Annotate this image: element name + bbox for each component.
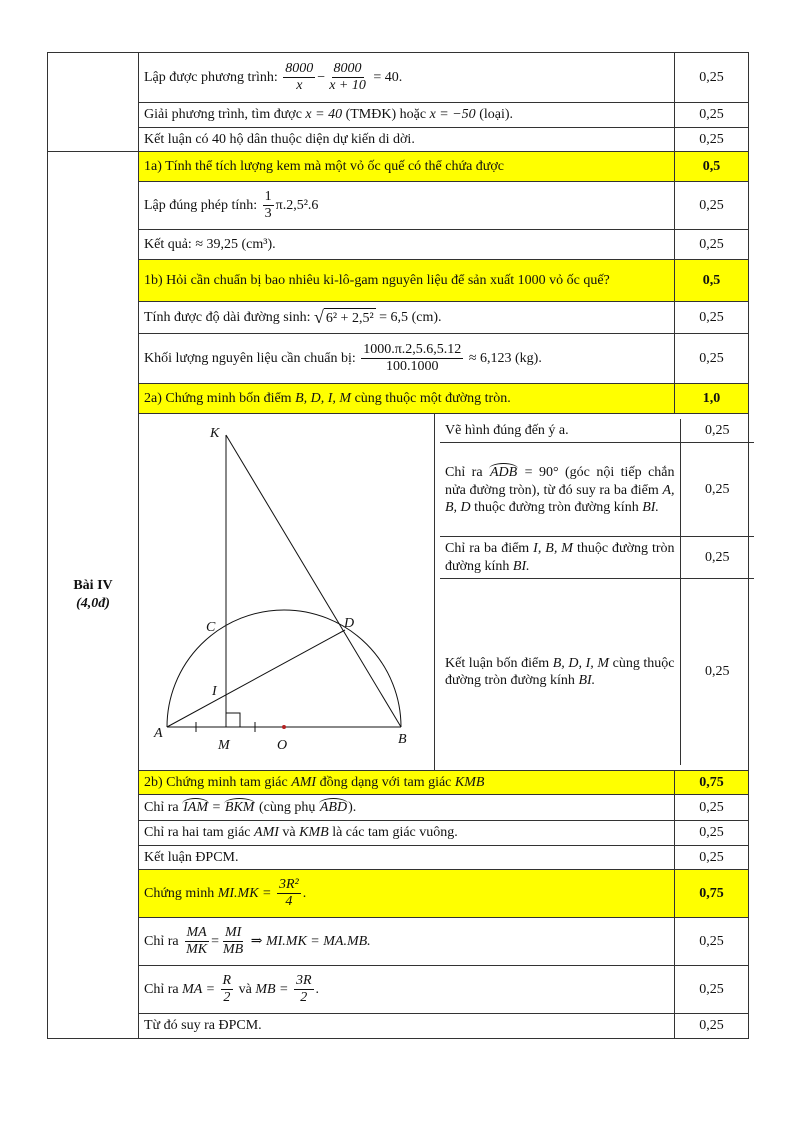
score-cell: 0,25: [675, 334, 749, 384]
criterion-row: Chỉ ra ba điểm I, B, M thuộc đường tròn đường kính BI. 0,25: [440, 537, 754, 579]
row-equation: Lập được phương trình: $\frac{8000}{x}$ − $\frac{8000}{x + 10}$ = 40. 0,25: [48, 53, 749, 103]
fraction: $\frac{8000}{x}$: [285, 60, 314, 93]
score-cell: 0,25: [680, 443, 754, 537]
fraction: $\frac{1}{3}$: [264, 188, 272, 221]
label-O: O: [277, 738, 288, 753]
score-cell: 0,25: [675, 918, 749, 966]
score-cell: 0,25: [675, 845, 749, 870]
center-O-dot: [282, 725, 286, 729]
fraction: $\frac{3R}{2}$: [295, 972, 312, 1005]
criterion-row: Vẽ hình đúng đến ý a. 0,25: [440, 419, 754, 443]
segment-AD: [167, 630, 345, 727]
fraction: $\frac{MI}{MB}$: [223, 924, 244, 957]
score-cell: 0,25: [675, 966, 749, 1014]
square-root: √ 6² + 2,5²: [313, 306, 374, 327]
section-points: (4,0đ): [76, 595, 110, 611]
score-cell: 1,0: [675, 384, 749, 414]
row-ratio: Chỉ ra $\frac{MA}{MK}$ = $\frac{MI}{MB}$ ⇒ MI.MK = MA.MB. 0,25: [48, 918, 749, 966]
score-cell: 0,25: [675, 53, 749, 103]
score-cell: 0,25: [675, 182, 749, 230]
score-cell: 0,5: [675, 260, 749, 302]
heading-2b: 2b) Chứng minh tam giác AMI đồng dạng với tam giác KMB 0,75: [48, 770, 749, 795]
section-label-cell: [48, 152, 139, 1039]
score-cell: 0,25: [675, 103, 749, 128]
label-C: C: [206, 620, 216, 635]
angle-ABD: ABD: [319, 800, 348, 816]
label-K: K: [210, 426, 220, 441]
row-conclusion: Kết luận có 40 hộ dân thuộc diện dự kiến di dời. 0,25: [48, 127, 749, 152]
angle-BKM: BKM: [224, 800, 255, 816]
row-final: Từ đó suy ra ĐPCM. 0,25: [48, 1014, 749, 1039]
score-cell: 0,25: [680, 579, 754, 765]
heading-1a: Bài IV (4,0đ) 1a) Tính thể tích lượng kem mà một vỏ ốc quế có thể chứa được 0,5: [48, 152, 749, 182]
label-A: A: [154, 726, 163, 741]
row-angle-equality: Chỉ ra IAM = BKM (cùng phụ ABD). 0,25: [48, 795, 749, 821]
row-volume-result: Kết quả: ≈ 39,25 (cm³). 0,25: [48, 230, 749, 260]
label-B: B: [398, 732, 407, 747]
fraction: $\frac{\text{3R²}}{4}$: [279, 876, 299, 909]
score-cell: 0,25: [675, 127, 749, 152]
figure-cell: [139, 414, 435, 771]
angle-IAM: IAM: [183, 800, 208, 816]
score-cell: 0,25: [680, 419, 754, 443]
label-M: M: [218, 738, 230, 753]
score-cell: 0,75: [675, 770, 749, 795]
row-conclusion-2b: Kết luận ĐPCM. 0,25: [48, 845, 749, 870]
segment-KB: [226, 435, 401, 727]
angle-ADB: ADB: [489, 465, 518, 480]
row-volume-calc: Lập đúng phép tính: $\frac{1}{3}$ π.2,5².6 0,25: [48, 182, 749, 230]
row-text: Lập được phương trình:: [144, 69, 278, 85]
label-I: I: [212, 684, 217, 699]
score-cell: 0,25: [675, 821, 749, 846]
score-cell: 0,25: [675, 302, 749, 334]
heading-2a: 2a) Chứng minh bốn điểm B, D, I, M cùng thuộc một đường tròn. 1,0: [48, 384, 749, 414]
criterion-row: Chỉ ra ADB = 90° (góc nội tiếp chắn nửa đường tròn), từ đó suy ra ba điểm A, B, D thuộc đường tròn đường kính BI. 0,25: [440, 443, 754, 537]
section-title: Bài IV: [73, 578, 113, 594]
row-lengths: Chỉ ra MA = $\frac{R}{2}$ và MB = $\frac{3R}{2}$ . 0,25: [48, 966, 749, 1014]
score-cell: 0,25: [675, 795, 749, 821]
score-cell: 0,5: [675, 152, 749, 182]
heading-1b: 1b) Hỏi cần chuẩn bị bao nhiêu ki-lô-gam nguyên liệu để sản xuất 1000 vỏ ốc quế? 0,5: [48, 260, 749, 302]
label-D: D: [344, 616, 355, 631]
row-material-mass: Khối lượng nguyên liệu cần chuẩn bị: $\frac{1000.\pi.2,5.6,5.12}{100.1000}$ ≈ 6,123 (kg). 0,25: [48, 334, 749, 384]
fraction: $\frac{R}{2}$: [222, 972, 232, 1005]
row-right-triangles: Chỉ ra hai tam giác AMI và KMB là các tam giác vuông. 0,25: [48, 821, 749, 846]
fraction: $\frac{MA}{MK}$: [186, 924, 208, 957]
score-cell: 0,75: [675, 870, 749, 918]
fraction: $\frac{8000}{x + 10}$: [329, 60, 366, 93]
score-cell: 0,25: [675, 230, 749, 260]
row-figure-section: [48, 414, 749, 771]
grading-table: [47, 52, 749, 1039]
score-cell: 0,25: [680, 537, 754, 579]
geometry-figure: [144, 417, 440, 761]
row-solve: Giải phương trình, tìm được x = 40 (TMĐK) hoặc x = −50 (loại). 0,25: [48, 103, 749, 128]
prev-section-cell: [48, 53, 139, 152]
row-slant-height: Tính được độ dài đường sinh: √ 6² + 2,5² = 6,5 (cm). 0,25: [48, 302, 749, 334]
right-angle-mark: [226, 713, 240, 727]
score-cell: 0,25: [675, 1014, 749, 1039]
fraction: $\frac{1000.\pi.2,5.6,5.12}{100.1000}$: [363, 341, 462, 374]
heading-2c: Chứng minh MI.MK = $\frac{\text{3R²}}{4}$ . 0,75: [48, 870, 749, 918]
figure-criteria-table: [440, 419, 754, 765]
criterion-row: Kết luận bốn điểm B, D, I, M cùng thuộc đường tròn đường kính BI. 0,25: [440, 579, 754, 765]
